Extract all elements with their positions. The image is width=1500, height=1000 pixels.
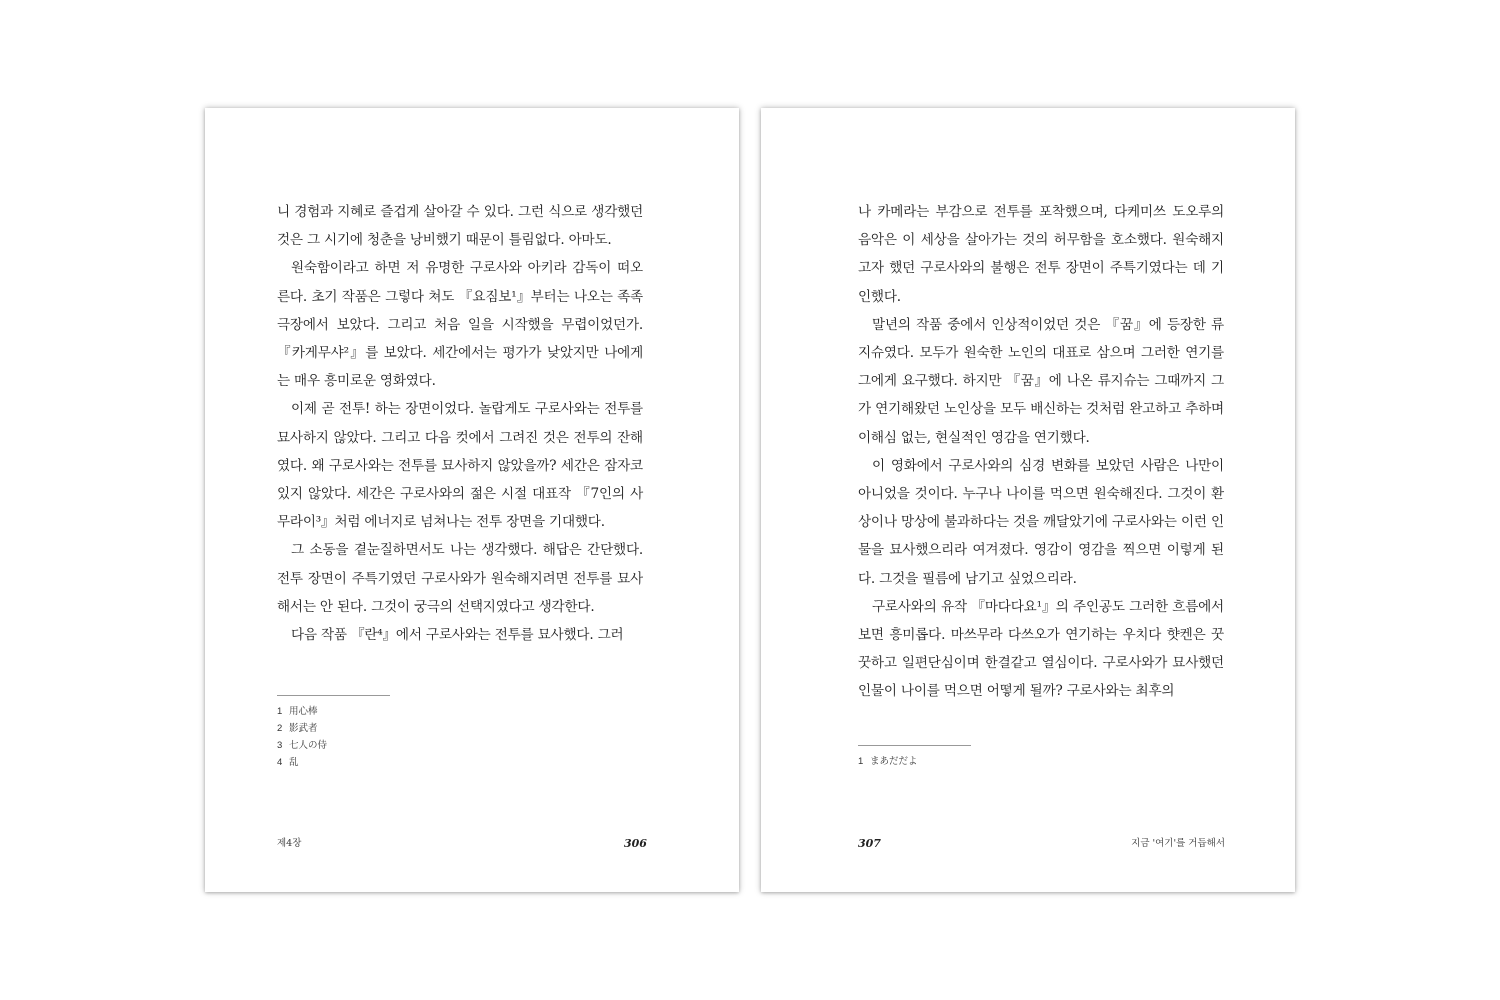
paragraph: 말년의 작품 중에서 인상적이었던 것은 『꿈』에 등장한 류 지슈였다. 모두가 원숙한 노인의 대표로 삼으며 그러한 연기를 그에게 요구했다. 하지만 『꿈』에 나온 류지슈는 그때까지 그가 연기해왔던 노인상을 모두 배신하는 것처럼 완고하고 추하며 이해심 없는, 현실적인 영감을 연기했다. xyxy=(858,316,1224,446)
running-head: 제4장 xyxy=(277,838,302,849)
paragraph: 그 소동을 곁눈질하면서도 나는 생각했다. 해답은 간단했다. 전투 장면이 주특기였던 구로사와가 원숙해지려면 전투를 묘사해서는 안 된다. 그것이 궁극의 선택지였다고 생각한다. xyxy=(277,542,643,615)
footnote-item: 3 七人の侍 xyxy=(277,740,328,751)
footnotes xyxy=(277,703,327,771)
right-page xyxy=(761,108,1295,892)
footnote-item: 1 用心棒 xyxy=(277,706,318,717)
footnote-divider xyxy=(277,695,390,696)
left-body-text xyxy=(277,198,643,649)
paragraph: 다음 작품 『란⁴』에서 구로사와는 전투를 묘사했다. 그러 xyxy=(291,627,624,644)
paragraph: 나 카메라는 부감으로 전투를 포착했으며, 다케미쓰 도오루의 음악은 이 세상을 살아가는 것의 허무함을 호소했다. 원숙해지고자 했던 구로사와의 불행은 전투 장면이 주특기였다는 데 기인했다. xyxy=(858,204,1224,305)
page-number: 307 xyxy=(858,837,881,850)
running-head: 지금 '여기'를 거듭해서 xyxy=(1131,838,1225,849)
paragraph: 니 경험과 지혜로 즐겁게 살아갈 수 있다. 그런 식으로 생각했던 것은 그 시기에 청춘을 낭비했기 때문이 틀림없다. 아마도. xyxy=(277,204,643,249)
footnote-item: 4 乱 xyxy=(277,757,299,768)
page-number: 306 xyxy=(624,837,647,850)
right-body-text xyxy=(858,198,1224,706)
footnote-divider xyxy=(858,745,971,746)
paragraph: 이제 곧 전투! 하는 장면이었다. 놀랍게도 구로사와는 전투를 묘사하지 않았다. 그리고 다음 컷에서 그려진 것은 전투의 잔해였다. 왜 구로사와는 전투를 묘사하지 않았을까? 세간은 잠자코 있지 않았다. 세간은 구로사와의 젊은 시절 대표작 『7인의 사무라이³』처럼 에너지로 넘쳐나는 전투 장면을 기대했다. xyxy=(277,401,643,531)
paragraph: 구로사와의 유작 『마다다요¹』의 주인공도 그러한 흐름에서 보면 흥미롭다. 마쓰무라 다쓰오가 연기하는 우치다 햣켄은 꿋꿋하고 일편단심이며 한결같고 열심이다. 구로사와가 묘사했던 인물이 나이를 먹으면 어떻게 될까? 구로사와는 최후의 xyxy=(858,598,1224,700)
paragraph: 이 영화에서 구로사와의 심경 변화를 보았던 사람은 나만이 아니었을 것이다. 누구나 나이를 먹으면 원숙해진다. 그것이 환상이나 망상에 불과하다는 것을 깨달았기에 구로사와는 이런 인물을 묘사했으리라 여겨졌다. 영감이 영감을 찍으면 이렇게 된다. 그것을 필름에 남기고 싶었으리라. xyxy=(858,457,1224,587)
left-page xyxy=(205,108,739,892)
footnote-item: 2 影武者 xyxy=(277,723,318,734)
paragraph: 원숙함이라고 하면 저 유명한 구로사와 아키라 감독이 떠오른다. 초기 작품은 그렇다 쳐도 『요짐보¹』부터는 나오는 족족 극장에서 보았다. 그리고 처음 일을 시작했을 무렵이었던가. 『카게무샤²』를 보았다. 세간에서는 평가가 낮았지만 나에게는 매우 흥미로운 영화였다. xyxy=(277,260,643,390)
footnote-item: 1 まあだだよ xyxy=(858,756,918,767)
footnotes xyxy=(858,753,918,770)
